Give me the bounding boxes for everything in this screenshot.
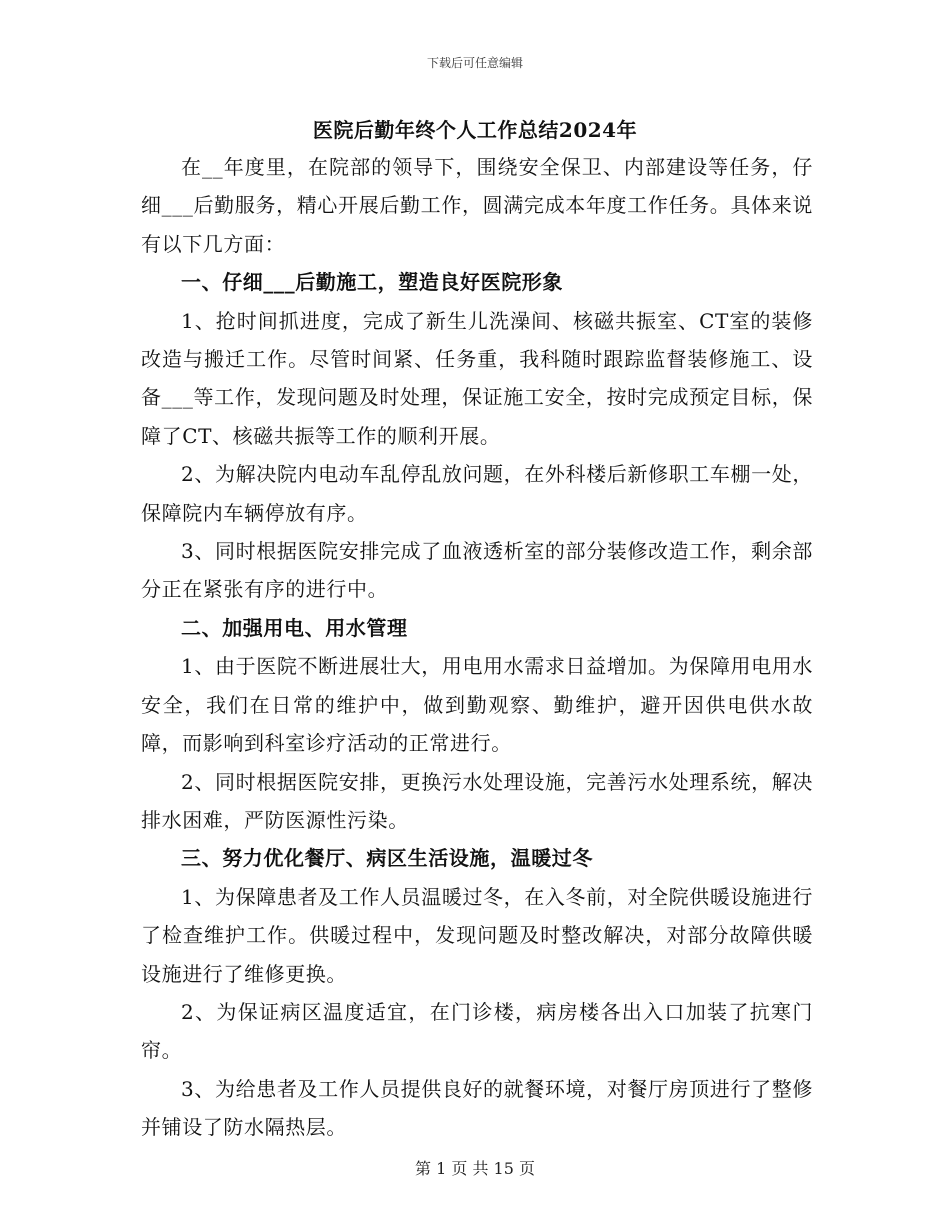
paragraph: 1、由于医院不断进展壮大，用电用水需求日益增加。为保障用电用水安全，我们在日常的维护中，做到勤观察、勤维护，避开因供电供水故障，而影响到科室诊疗活动的正常进行。 <box>141 654 813 756</box>
section-heading-2: 二、加强用电、用水管理 <box>181 615 408 640</box>
section-heading-1: 一、仔细___后勤施工，塑造良好医院形象 <box>181 270 563 295</box>
paragraph: 1、抢时间抓进度，完成了新生儿洗澡间、核磁共振室、CT室的装修改造与搬迁工作。尽管时间紧、任务重，我科随时跟踪监督装修施工、设备___等工作，发现问题及时处理，保证施工安全，按时完成预定目标，保障了CT、核磁共振等工作的顺利开展。 <box>141 308 813 448</box>
paragraph: 2、为解决院内电动车乱停乱放问题，在外科楼后新修职工车棚一处，保障院内车辆停放有序。 <box>141 462 813 525</box>
document-title: 医院后勤年终个人工作总结2024年 <box>312 118 638 142</box>
page-footer: 第 1 页 共 15 页 <box>415 1159 535 1178</box>
intro-paragraph: 在__年度里，在院部的领导下，围绕安全保卫、内部建设等任务，仔细___后勤服务，精心开展后勤工作，圆满完成本年度工作任务。具体来说有以下几方面： <box>141 155 813 256</box>
section-heading-3: 三、努力优化餐厅、病区生活设施，温暖过冬 <box>181 846 593 871</box>
document-body <box>141 148 813 1147</box>
paragraph: 1、为保障患者及工作人员温暖过冬，在入冬前，对全院供暖设施进行了检查维护工作。供暖过程中，发现问题及时整改解决，对部分故障供暖设施进行了维修更换。 <box>141 884 813 986</box>
paragraph: 2、为保证病区温度适宜，在门诊楼，病房楼各出入口加装了抗寒门帘。 <box>141 999 813 1063</box>
paragraph: 3、为给患者及工作人员提供良好的就餐环境，对餐厅房顶进行了整修并铺设了防水隔热层。 <box>141 1076 813 1140</box>
paragraph: 3、同时根据医院安排完成了血液透析室的部分装修改造工作，剩余部分正在紧张有序的进行中。 <box>141 539 813 602</box>
paragraph: 2、同时根据医院安排，更换污水处理设施，完善污水处理系统，解决排水困难，严防医源性污染。 <box>141 769 813 832</box>
header-note: 下载后可任意编辑 <box>426 56 523 70</box>
